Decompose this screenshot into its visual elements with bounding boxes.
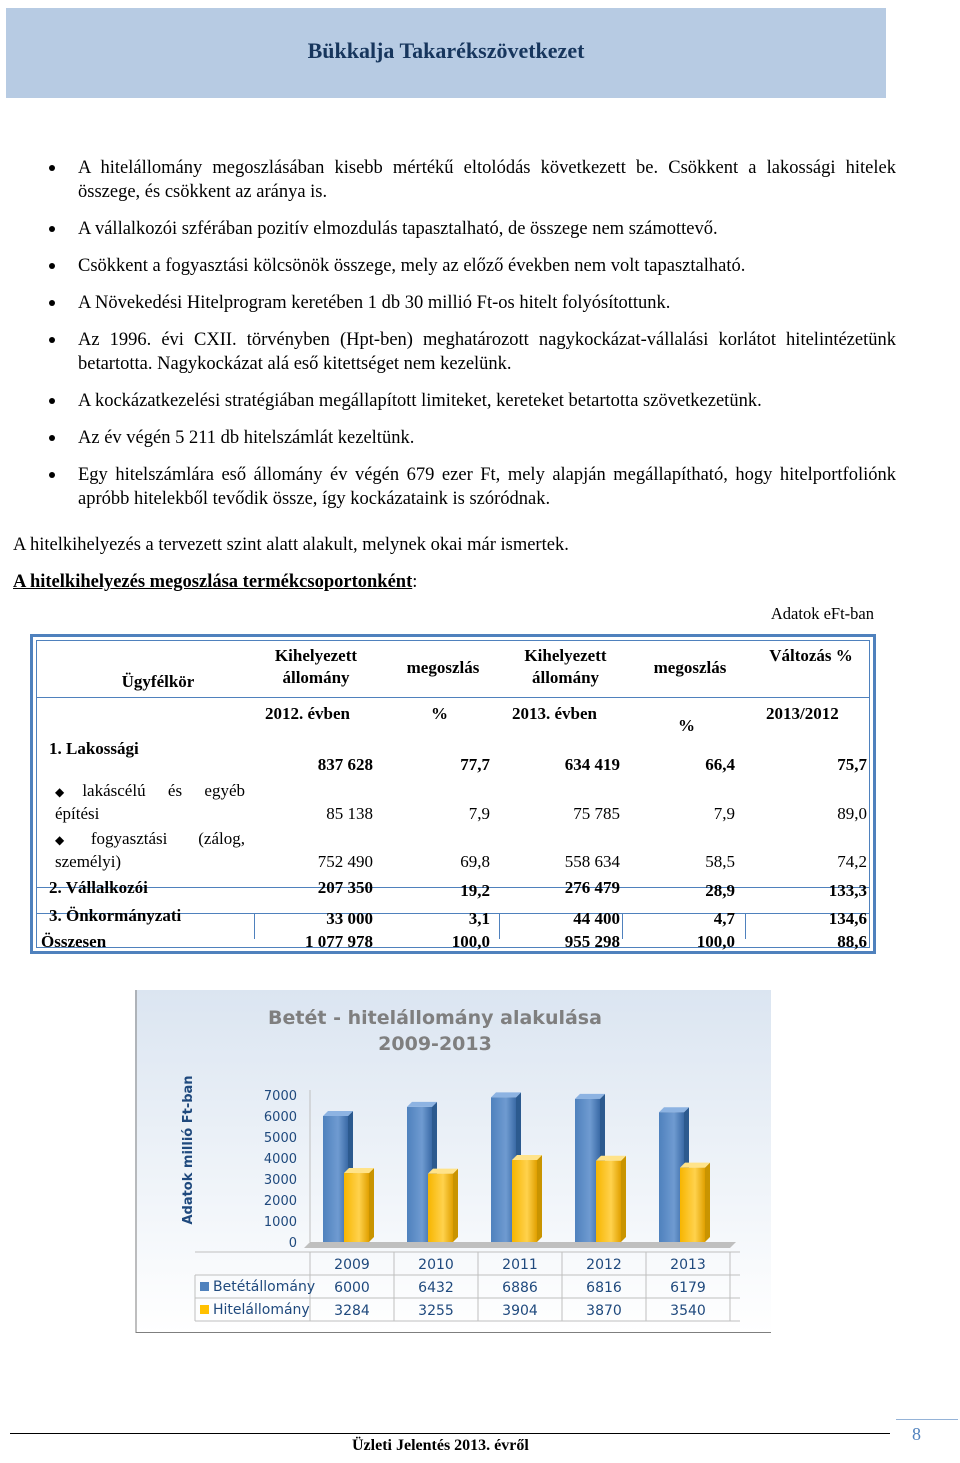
paragraph: A hitelkihelyezés a tervezett szint alatt alakult, melynek okai már ismertek.	[13, 535, 569, 555]
bar-top	[428, 1169, 458, 1174]
row-label	[55, 828, 245, 851]
bullet-item: A hitelállomány megoszlásában kisebb mértékű eltolódás következett be. Csökkent a lakossági hitelek összege, és csökkent az aránya is.	[40, 156, 896, 204]
row-label-line: építési	[55, 804, 100, 823]
bullet-item: Az 1996. évi CXII. törvényben (Hpt-ben) meghatározott nagykockázat-vállalási korlátot hitelintézetünk betartotta. Nagykockázat alá eső kitettséget nem kezelünk.	[40, 328, 896, 376]
diamond-bullet-icon: ◆	[55, 785, 83, 799]
y-tick-label: 1000	[263, 1215, 297, 1230]
footer-text: Üzleti Jelentés 2013. évről	[352, 1437, 529, 1454]
data-label: 6000	[334, 1280, 370, 1296]
table-cell: 77,7	[460, 755, 490, 774]
table-cell: 89,0	[837, 804, 867, 823]
bullet-list	[40, 156, 896, 524]
deposit-loan-chart	[135, 990, 771, 1333]
row-label-line: fogyasztási (zálog,	[90, 829, 245, 848]
y-tick-label: 3000	[263, 1173, 297, 1188]
row-label	[55, 780, 245, 803]
table-cell: 276 479	[564, 878, 620, 897]
subheader-pct-2012: %	[431, 704, 448, 723]
y-tick-label: 4000	[263, 1152, 297, 1167]
col-header-stock-2012: Kihelyezett állomány	[274, 646, 358, 687]
table-cell: 66,4	[705, 755, 735, 774]
table-cell: 3,1	[468, 909, 490, 928]
y-tick-label: 6000	[263, 1110, 297, 1125]
table-cell: 75 785	[573, 804, 620, 823]
bar-top	[680, 1163, 710, 1168]
section-heading	[13, 572, 417, 593]
y-tick-label: 2000	[263, 1194, 297, 1209]
y-tick-label: 0	[288, 1236, 297, 1251]
y-tick-label: 5000	[263, 1131, 297, 1146]
x-tick-label: 2011	[502, 1257, 538, 1273]
subheader-year-2012: 2012. évben	[265, 704, 350, 723]
x-tick-label: 2012	[586, 1257, 622, 1273]
data-label: 3870	[586, 1303, 622, 1319]
col-header-stock-2013: Kihelyezett állomány	[524, 646, 607, 687]
table-cell: 100,0	[696, 932, 735, 951]
diamond-bullet-icon: ◆	[55, 833, 91, 847]
bar-top	[407, 1102, 437, 1107]
subheader-change: 2013/2012	[766, 704, 839, 723]
table-cell: 44 400	[573, 909, 620, 928]
y-tick-label: 7000	[263, 1089, 297, 1104]
data-label: 6432	[418, 1280, 454, 1296]
table-cell: 100,0	[451, 932, 490, 951]
header-band	[6, 8, 886, 98]
row-label: 1. Lakossági	[49, 739, 139, 758]
bar-top	[596, 1156, 626, 1161]
table-cell: 58,5	[705, 852, 735, 871]
table-cell: 955 298	[564, 932, 620, 951]
col-header-change: Változás %	[769, 646, 853, 665]
data-label: 6816	[586, 1280, 622, 1296]
bar-top	[344, 1168, 374, 1173]
y-axis-label: Adatok millió Ft-ban	[181, 1075, 196, 1225]
chart-subtitle: 2009-2013	[378, 1033, 492, 1055]
bar-side	[453, 1169, 458, 1242]
data-label: 6886	[502, 1280, 538, 1296]
col-header-client: Ügyfélkör	[121, 672, 195, 691]
section-colon: :	[412, 572, 418, 592]
x-tick-label: 2013	[670, 1257, 706, 1273]
table-cell: 207 350	[317, 878, 373, 897]
section-title: A hitelkihelyezés megoszlása termékcsoportonként	[13, 572, 413, 592]
x-tick-label: 2010	[418, 1257, 454, 1273]
chart-svg	[135, 990, 771, 1333]
unit-note: Adatok eFt-ban	[770, 604, 874, 623]
bar	[596, 1161, 621, 1242]
table-cell: 7,9	[713, 804, 735, 823]
bullet-item: Csökkent a fogyasztási kölcsönök összege, mely az előző években nem volt tapasztalható.	[40, 254, 896, 278]
bullet-item: Az év végén 5 211 db hitelszámlát kezeltünk.	[40, 426, 896, 450]
col-header-share-2012: megoszlás	[406, 658, 480, 677]
data-label: 3540	[670, 1303, 706, 1319]
legend-label: Hitelállomány	[213, 1302, 310, 1318]
table-cell: 558 634	[564, 852, 620, 871]
col-header-share-2013: megoszlás	[653, 658, 727, 677]
table-cell: 74,2	[837, 852, 867, 871]
bar-top	[323, 1111, 353, 1116]
bar-top	[659, 1107, 689, 1112]
data-label: 6179	[670, 1280, 706, 1296]
row-label-line: személyi)	[55, 852, 122, 871]
table-cell: 75,7	[837, 755, 867, 774]
bar	[512, 1160, 537, 1242]
row-label: 3. Önkormányzati	[49, 906, 182, 925]
footer-divider	[10, 1433, 890, 1434]
table-cell: 1 077 978	[305, 932, 373, 951]
table-cell: 19,2	[460, 881, 490, 900]
table-cell: 85 138	[326, 804, 373, 823]
data-label: 3284	[334, 1303, 370, 1319]
bullet-item: A kockázatkezelési stratégiában megállapított limiteket, kereteket betartotta szövetkezetünk.	[40, 389, 896, 413]
bar	[344, 1173, 369, 1242]
bar-top	[575, 1094, 605, 1099]
bullet-item: A Növekedési Hitelprogram keretében 1 db 30 millió Ft-os hitelt folyósítottunk.	[40, 291, 896, 315]
row-label-line: lakáscélú és egyéb	[82, 781, 246, 800]
table-cell: 69,8	[460, 852, 490, 871]
subheader-pct-2013: %	[678, 716, 695, 735]
table-cell: 33 000	[326, 909, 373, 928]
row-label-total: Összesen	[41, 932, 107, 951]
table-cell: 134,6	[828, 909, 867, 928]
data-label: 3255	[418, 1303, 454, 1319]
chart-title: Betét - hitelállomány alakulása	[268, 1007, 602, 1029]
table-cell: 4,7	[713, 909, 735, 928]
bar-side	[705, 1163, 710, 1242]
legend-swatch	[200, 1282, 209, 1291]
bar-side	[621, 1156, 626, 1242]
page-title: Bükkalja Takarékszövetkezet	[307, 38, 585, 63]
bullet-item: A vállalkozói szférában pozitív elmozdulás tapasztalható, de összege nem számottevő.	[40, 217, 896, 241]
subheader-year-2013: 2013. évben	[512, 704, 597, 723]
legend-swatch	[200, 1305, 209, 1314]
table-cell: 752 490	[317, 852, 373, 871]
bullet-item: Egy hitelszámlára eső állomány év végén 679 ezer Ft, mely alapján megállapítható, hogy hitelportfoliónk apróbb hitelekből tevődik össze, így kockázataink is szóródnak.	[40, 463, 896, 511]
legend-label: Betétállomány	[213, 1279, 316, 1295]
table-cell: 133,3	[828, 881, 867, 900]
page-number-line	[896, 1419, 958, 1420]
bar-top	[512, 1155, 542, 1160]
bar	[428, 1174, 453, 1242]
table-cell: 88,6	[837, 932, 867, 951]
loan-distribution-table	[30, 634, 876, 954]
bar	[680, 1168, 705, 1242]
bar-top	[491, 1092, 521, 1097]
row-label: 2. Vállalkozói	[49, 878, 148, 897]
table-cell: 634 419	[564, 755, 620, 774]
bar-side	[369, 1168, 374, 1242]
table-cell: 28,9	[705, 881, 735, 900]
table-cell: 837 628	[317, 755, 373, 774]
chart-floor	[304, 1242, 736, 1248]
bar-side	[537, 1155, 542, 1242]
data-label: 3904	[502, 1303, 538, 1319]
x-tick-label: 2009	[334, 1257, 370, 1273]
page-number: 8	[912, 1424, 921, 1444]
table-cell: 7,9	[468, 804, 490, 823]
